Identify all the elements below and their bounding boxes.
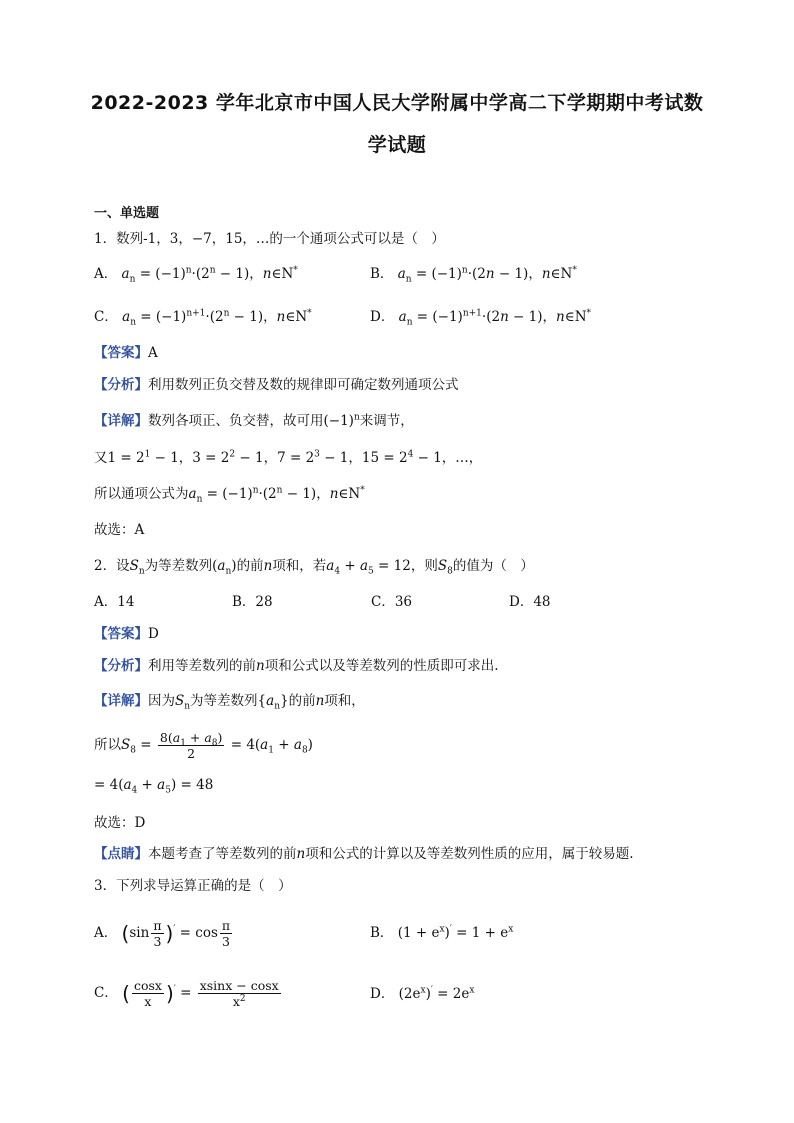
q2-analysis: 【分析】利用等差数列的前n项和公式以及等差数列的性质即可求出. [94,658,499,674]
q2-analysis-part: 利用等差数列的前 [148,658,256,674]
q2-stem-part: ，则 [410,558,438,574]
q2-comment: 【点睛】本题考查了等差数列的前n项和公式的计算以及等差数列性质的应用，属于较易题. [94,846,634,862]
q1-detail-1-tail: 来调节， [359,413,414,429]
q1-detail-2-formula: $1 = 2^1 - 1$，$3 = 2^2 - 1$，$7 = 2^3 - 1$，$15 = 2^4 - 1$，…， [107,449,483,466]
q2-comment-part: 本题考查了等差数列的前 [148,846,297,862]
q2-option-a: A．14 [94,594,135,610]
q1-option-a-formula: $a_n = (-1)^n\cdot(2^n - 1)$，n∈N* [121,265,298,285]
q1-detail-2 [94,449,482,467]
q1-option-b [370,265,577,283]
q2-detail-part: 的前 [288,693,316,709]
q2-analysis-part: 项和公式以及等差数列的性质即可求出. [264,658,499,674]
q3-option-b-label: B． [370,925,394,941]
q1-option-d-formula: $a_n = (-1)^{n+1}\cdot(2n - 1)$，n∈N* [398,308,592,328]
q1-answer [94,344,158,362]
q2-detail-2: 所以$S_8$ = $\frac{8(a_1 + a_8)}{2}$ = $4(a_1 + a_8)$ [94,730,313,761]
q2-answer-value: D [148,626,159,642]
q1-analysis-text: 利用数列正负交替及数的规律即可确定数列通项公式 [148,377,459,393]
q1-option-d [370,308,591,326]
q2-stem-part: 2．设 [94,558,130,574]
q1-option-a [94,265,298,283]
q2-comment-part: 项和公式的计算以及等差数列性质的应用，属于较易题. [305,846,634,862]
q1-choose: 故选：A [94,522,145,538]
q2-detail-3 [94,776,213,794]
q1-stem: 1．数列-1，3，−7，15，…的一个通项公式可以是（ ） [94,231,445,247]
title-line-1: 2022-2023 学年北京市中国人民大学附属中学高二下学期期中考试数 [90,92,704,114]
q2-answer [94,625,159,643]
q1-detail-3-text: 所以通项公式为 [94,486,189,502]
q1-option-d-label: D． [370,309,395,325]
detail-tag: 【详解】 [94,693,148,709]
q3-option-b-formula: $(1 + e^x)' = 1 + e^x$ [397,924,514,941]
q2-stem-part: 的前 [236,558,264,574]
answer-tag: 【答案】 [94,626,148,642]
q3-option-c-formula: ( $\frac{\cos x}{x}$ )′ = $\frac{xsinx - \cos x}{x^2}$ [122,978,279,1009]
q2-so: 所以 [94,737,121,753]
q3-option-a [94,918,234,949]
q2-stem-part: 项和，若 [272,558,327,574]
q2-option-b: B．28 [232,594,273,610]
q3-option-a-label: A． [94,925,118,941]
q2-fraction: $\frac{8(a_1 + a_8)}{2}$ [159,730,223,761]
q3-option-a-formula: (sin $\frac{\pi}{3}$ )′ = cos $\frac{\pi}{3}$ [121,918,231,949]
q3-option-d-label: D． [370,986,395,1002]
q3-option-d [370,985,474,1003]
q2-detail-part: 因为 [148,693,175,709]
q1-option-a-label: A． [94,266,118,282]
q1-answer-value: A [148,345,158,361]
q2-stem-part: 的值为（ ） [452,558,534,574]
q1-detail-2-text: 又 [94,450,108,466]
q3-option-b [370,924,513,942]
q1-option-c-label: C． [94,309,118,325]
q2-option-d: D．48 [509,594,551,610]
analysis-tag: 【分析】 [94,658,148,674]
q1-option-b-formula: $a_n = (-1)^n\cdot(2n - 1)$，n∈N* [397,265,577,285]
q1-detail-3-formula: $a_n = (-1)^n\cdot(2^n - 1)$，n∈N* [188,485,365,505]
q2-choose: 故选：D [94,815,146,831]
q1-option-c-formula: $a_n = (-1)^{n+1}\cdot(2^n - 1)$，n∈N* [122,308,312,328]
q2-detail-3-formula: = $4(a_4 + a_5) = 48$ [94,777,214,796]
q2-detail-1: 【详解】因为$S_n$为等差数列$\{a_n\}$的前n项和， [94,693,365,712]
q3-stem: 3．下列求导运算正确的是（ ） [94,878,292,894]
q1-analysis [94,376,459,394]
section-heading: 一、单选题 [94,206,160,221]
q1-detail-1-text: 数列各项正、负交替，故可用 [148,413,324,429]
q1-detail-3 [94,485,365,503]
q3-option-c-label: C． [94,985,118,1001]
q2-stem-part: 为等差数列 [144,558,213,574]
detail-tag: 【详解】 [94,413,148,429]
comment-tag: 【点睛】 [94,846,148,862]
q2-detail-part: 为等差数列 [190,693,258,709]
q1-detail-1 [94,412,414,430]
q2-option-c: C．36 [371,594,413,610]
q3-option-d-formula: $(2e^x)' = 2e^x$ [398,985,475,1002]
q1-option-b-label: B． [370,266,394,282]
q3-option-c [94,978,283,1009]
answer-tag: 【答案】 [94,345,148,361]
title-line-2: 学试题 [367,134,427,156]
q1-detail-1-formula: $(-1)^n$ [323,412,360,429]
q2-detail-part: 项和， [324,693,365,709]
q1-option-c [94,308,312,326]
q2-stem: 2．设$S_n$为等差数列$(a_n)$的前n项和，若$a_4 + a_5 = 12$，则$S_8$的值为（ ） [94,558,534,577]
analysis-tag: 【分析】 [94,377,148,393]
